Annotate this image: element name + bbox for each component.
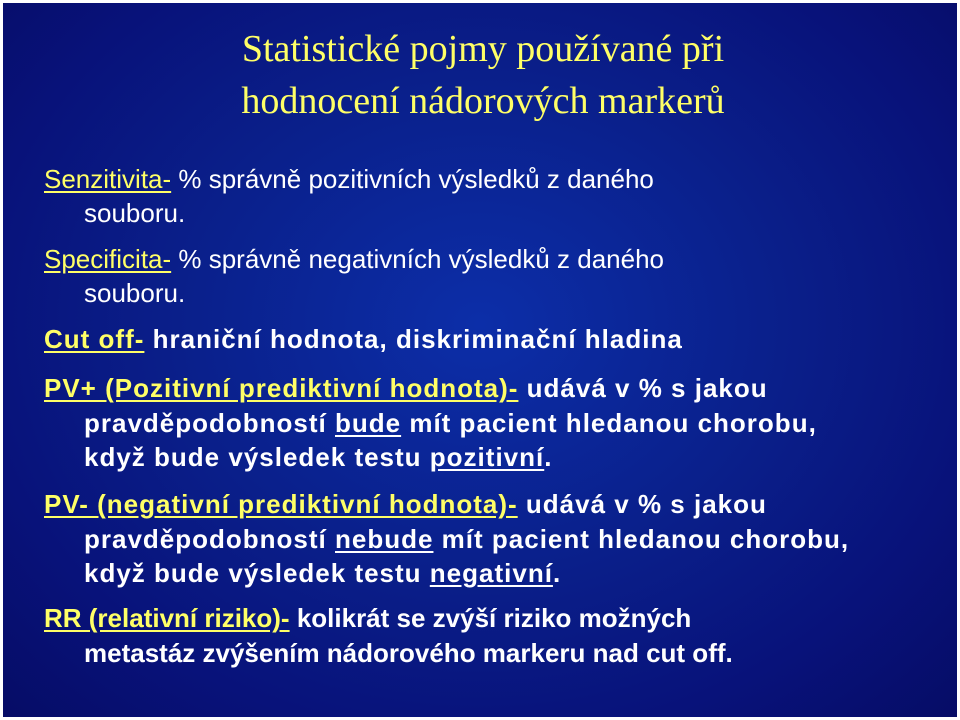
pvplus-emphasis-bude: bude bbox=[335, 408, 402, 438]
pvminus-emphasis-negativni: negativní bbox=[429, 558, 553, 588]
specificita-definition: % správně negativních výsledků z daného bbox=[171, 244, 665, 274]
pvminus-line-2-text: pravděpodobností bbox=[84, 524, 335, 554]
pvminus-line-3-text: když bude výsledek testu bbox=[84, 558, 430, 588]
pvplus-line-3-text: když bude výsledek testu bbox=[84, 442, 430, 472]
pvplus-term: PV+ (Pozitivní prediktivní hodnota)- bbox=[44, 373, 519, 403]
pvplus-line-3 bbox=[84, 440, 552, 474]
specificita-line-1 bbox=[44, 242, 664, 276]
rr-line-2: metastáz zvýšením nádorového markeru nad cut off. bbox=[84, 638, 733, 668]
pvminus-term: PV- (negativní prediktivní hodnota)- bbox=[44, 489, 518, 519]
pvminus-emphasis-nebude: nebude bbox=[335, 524, 434, 554]
cutoff-term: Cut off- bbox=[44, 324, 145, 354]
title-line-1: Statistické pojmy používané při bbox=[241, 28, 725, 70]
pvminus-line-3-rest: . bbox=[552, 558, 562, 588]
pvplus-definition: udává v % s jakou bbox=[518, 373, 768, 403]
pvplus-emphasis-pozitivni: pozitivní bbox=[429, 442, 545, 472]
specificita-line-2: souboru. bbox=[84, 278, 186, 308]
cutoff-definition: hraniční hodnota, diskriminační hladina bbox=[144, 324, 683, 354]
specificita-term: Specificita- bbox=[44, 244, 172, 274]
slide bbox=[3, 3, 957, 717]
pvplus-line-1 bbox=[44, 371, 768, 405]
pvplus-line-2 bbox=[84, 406, 817, 440]
senzitivita-term: Senzitivita- bbox=[44, 164, 172, 194]
pvminus-line-2 bbox=[84, 522, 849, 556]
title-line-2: hodnocení nádorových markerů bbox=[241, 80, 725, 122]
rr-line-1 bbox=[44, 601, 691, 635]
pvminus-line-2-rest: mít pacient hledanou chorobu, bbox=[433, 524, 850, 554]
senzitivita-line-1 bbox=[44, 162, 654, 196]
pvplus-line-3-rest: . bbox=[544, 442, 553, 472]
rr-definition: kolikrát se zvýší riziko možných bbox=[289, 603, 692, 633]
pvplus-line-2-rest: mít pacient hledanou chorobu, bbox=[401, 408, 817, 438]
pvminus-line-3 bbox=[84, 556, 561, 590]
slide-title bbox=[3, 23, 957, 127]
pvplus-line-2-text: pravděpodobností bbox=[84, 408, 335, 438]
cutoff-line-1 bbox=[44, 322, 683, 356]
senzitivita-definition: % správně pozitivních výsledků z daného bbox=[171, 164, 654, 194]
rr-term: RR (relativní riziko)- bbox=[44, 603, 290, 633]
pvminus-definition: udává v % s jakou bbox=[517, 489, 767, 519]
pvminus-line-1 bbox=[44, 487, 767, 521]
senzitivita-line-2: souboru. bbox=[84, 198, 186, 228]
